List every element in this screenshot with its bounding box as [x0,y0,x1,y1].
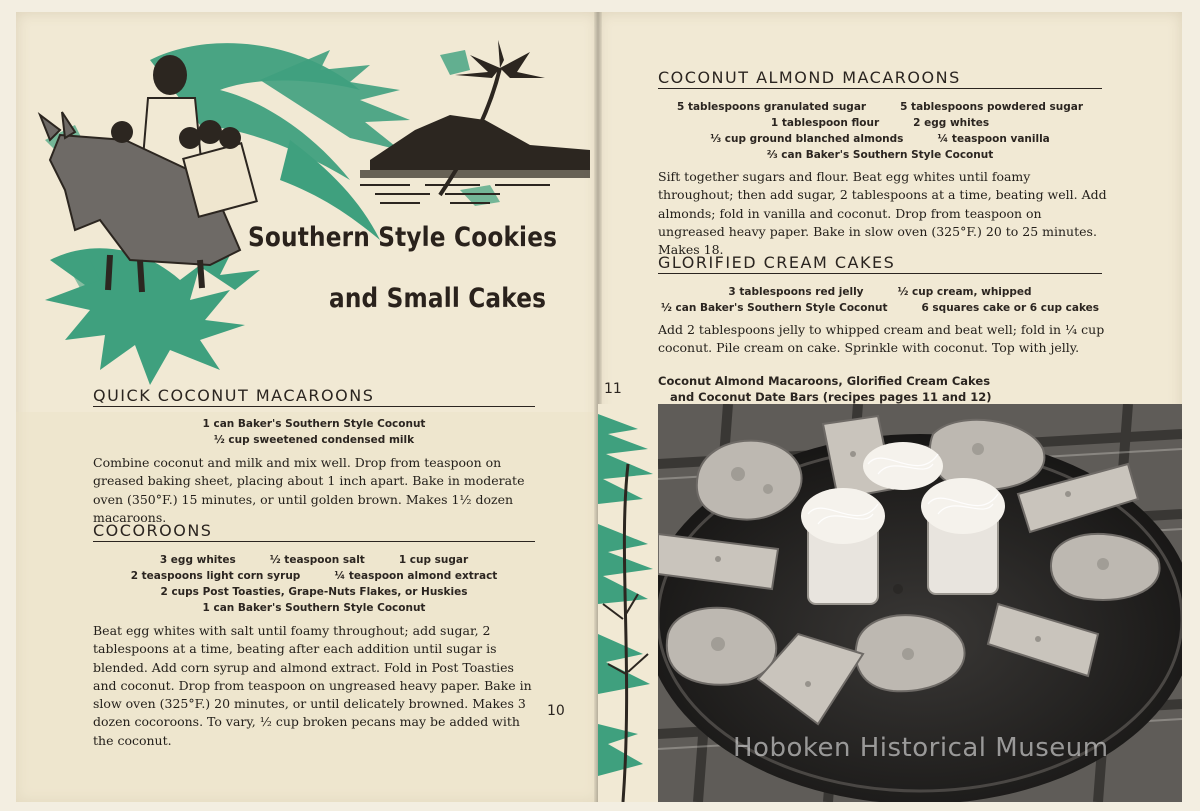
ingredients-quick-coconut-macaroons [93,416,535,448]
ingredient-item: ½ cup cream, whipped [897,286,1032,298]
ingredient-item: ½ cup sweetened condensed milk [213,434,415,446]
ingredient-item: ¼ teaspoon almond extract [334,570,498,582]
ingredient-item: 1 can Baker's Southern Style Coconut [202,418,426,430]
ingredients-cocoroons [93,552,535,616]
directions-quick-coconut-macaroons: Combine coconut and milk and mix well. Drop from teaspoon on greased baking sheet, placing about 1 inch apart. Bake in moderate oven (350°F.) 15 minutes, or until golden brown. Makes 1½ dozen macaroons. [93,455,525,525]
page-number-right: 11 [604,381,622,397]
ingredient-item: ⅓ cup ground blanched almonds [710,133,904,145]
ingredient-item: 1 can Baker's Southern Style Coconut [202,602,426,614]
recipe-heading-quick-coconut-macaroons: QUICK COCONUT MACAROONS [93,386,535,407]
palm-strip-illustration [598,404,660,802]
recipe-heading-cocoroons: COCOROONS [93,521,535,542]
recipe-heading-coconut-almond-macaroons: COCONUT ALMOND MACAROONS [658,68,1102,89]
ingredient-item: 1 cup sugar [398,554,469,566]
ingredient-item: 3 tablespoons red jelly [728,286,864,298]
ingredient-item: 5 tablespoons granulated sugar [676,101,867,113]
ingredient-item: 3 egg whites [159,554,236,566]
museum-watermark: Hoboken Historical Museum [733,733,1109,763]
ingredient-item: 1 tablespoon flour [770,117,880,129]
ingredients-glorified-cream-cakes [658,284,1102,316]
photo-caption [658,373,991,405]
ingredient-item: ½ teaspoon salt [269,554,365,566]
page-title-line-2: and Small Cakes [329,283,547,314]
page-number-left: 10 [547,703,565,719]
ingredient-item: 2 teaspoons light corn syrup [130,570,301,582]
photo-caption-line-1: Coconut Almond Macaroons, Glorified Cream Cakes [658,374,991,388]
directions-glorified-cream-cakes: Add 2 tablespoons jelly to whipped cream and beat well; fold in ¼ cup coconut. Pile cream on cake. Sprinkle with coconut. Top with jelly. [658,322,1105,356]
island-illustration [360,40,590,203]
ingredients-coconut-almond-macaroons [658,99,1102,163]
directions-coconut-almond-macaroons: Sift together sugars and flour. Beat egg whites until foamy throughout; then add sugar, 2 tablespoons at a time, beating well. Add almonds; fold in vanilla and coconut. Drop from teaspoon on ungreased heavy paper. Bake in slow oven (325°F.) 20 to 25 minutes. Makes 18. [658,169,1107,258]
recipe-heading-glorified-cream-cakes: GLORIFIED CREAM CAKES [658,253,1102,274]
ingredient-item: ¼ teaspoon vanilla [937,133,1050,145]
ingredient-item: ⅔ can Baker's Southern Style Coconut [766,149,994,161]
tropical-illustration [30,20,590,400]
page-title-line-1: Southern Style Cookies [248,222,558,253]
ingredient-item: 5 tablespoons powdered sugar [900,101,1084,113]
photo-caption-line-2: and Coconut Date Bars (recipes pages 11 and 12) [670,390,992,404]
ingredient-item: 2 cups Post Toasties, Grape-Nuts Flakes, or Huskies [160,586,468,598]
directions-cocoroons: Beat egg whites with salt until foamy throughout; add sugar, 2 tablespoons at a time, beating after each addition until sugar is blended. Add corn syrup and almond extract. Fold in Post Toasties and coconut. Drop from teaspoon on ungreased heavy paper. Bake in slow oven (325°F.) 20 minutes, or until delicately browned. Makes 3 dozen cocoroons. To vary, ½ cup broken pecans may be added with the coconut. [93,623,532,748]
ingredient-item: 6 squares cake or 6 cup cakes [921,302,1100,314]
ingredient-item: ½ can Baker's Southern Style Coconut [660,302,888,314]
ingredient-item: 2 egg whites [913,117,990,129]
